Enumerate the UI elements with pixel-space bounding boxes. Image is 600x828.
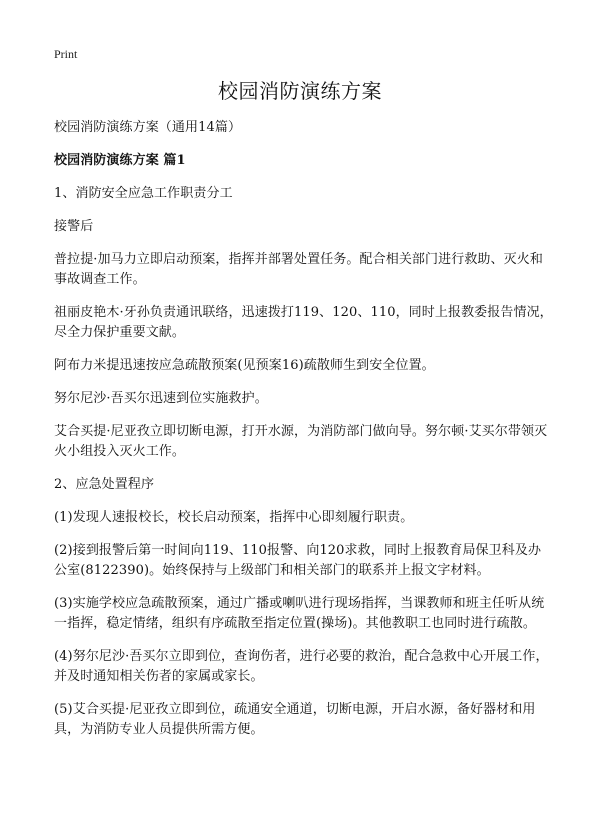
paragraph: (3)实施学校应急疏散预案，通过广播或喇叭进行现场指挥，当课教师和班主任听从统一指挥，稳定情绪，组织有序疏散至指定位置(操场)。其他教职工也同时进行疏散。 [54, 596, 545, 631]
paragraph: 艾合买提·尼亚孜立即切断电源，打开水源，为消防部门做向导。努尔顿·艾买尔带领灭火小组投入灭火工作。 [54, 424, 548, 459]
paragraph: (1)发现人速报校长，校长启动预案，指挥中心即刻履行职责。 [54, 510, 414, 525]
paragraph: (5)艾合买提·尼亚孜立即到位，疏通安全通道，切断电源，开启水源，备好器材和用具，为消防专业人员提供所需方便。 [54, 702, 536, 737]
paragraph: 1、消防安全应急工作职责分工 [54, 186, 233, 201]
paragraph: 阿布力米提迅速按应急疏散预案(见预案16)疏散师生到安全位置。 [54, 358, 435, 373]
paragraph: 校园消防演练方案（通用14篇） [54, 120, 242, 135]
paragraph: (4)努尔尼沙·吾买尔立即到位，查询伤者，进行必要的救治，配合急救中心开展工作，并及时通知相关伤者的家属或家长。 [54, 649, 549, 684]
paragraph: (2)接到报警后第一时间向119、110报警、向120求救，同时上报教育局保卫科及办公室(8122390)。始终保持与上级部门和相关部门的联系并上报文字材料。 [54, 543, 542, 578]
paragraph: 努尔尼沙·吾买尔迅速到位实施救护。 [54, 391, 268, 406]
paragraph: 祖丽皮艳木·牙孙负责通讯联络，迅速拨打119、120、110，同时上报教委报告情况，尽全力保护重要文献。 [54, 305, 553, 340]
page-title: 校园消防演练方案 [218, 79, 382, 103]
section-heading: 校园消防演练方案 篇1 [54, 153, 186, 168]
paragraph: 普拉提·加马力立即启动预案，指挥并部署处置任务。配合相关部门进行救助、灭火和事故调查工作。 [54, 252, 543, 287]
document-body [54, 118, 554, 753]
paragraph: 接警后 [54, 219, 94, 234]
paragraph: 2、应急处置程序 [54, 477, 155, 492]
print-label: Print [54, 47, 78, 61]
